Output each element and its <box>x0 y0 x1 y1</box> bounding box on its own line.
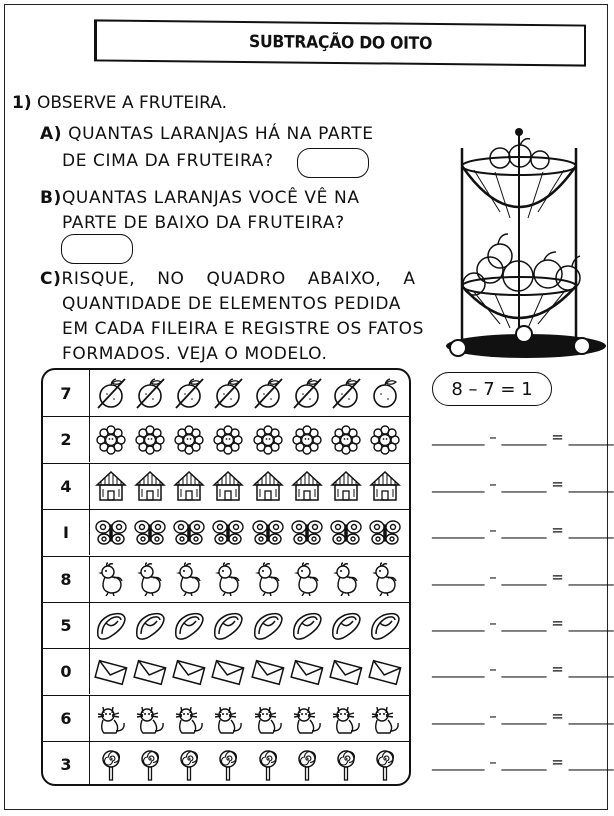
flower-icon[interactable] <box>290 423 324 457</box>
row-count: 2 <box>43 417 90 462</box>
lollipop-icon[interactable] <box>329 748 363 782</box>
hut-icon[interactable] <box>290 469 324 503</box>
cat-icon[interactable] <box>172 701 206 735</box>
cat-icon[interactable] <box>211 701 245 735</box>
table-row <box>43 648 409 694</box>
chick-icon[interactable] <box>329 562 363 596</box>
equation-blank[interactable]: _______ – ______ = ______ <box>432 521 614 540</box>
item-a-line2: DE CIMA DA FRUTEIRA? <box>62 151 274 171</box>
sandal-icon[interactable] <box>172 609 206 643</box>
envelope-icon[interactable] <box>368 655 402 689</box>
sandal-icon[interactable] <box>211 609 245 643</box>
cat-icon[interactable] <box>94 701 128 735</box>
hut-icon[interactable] <box>329 469 363 503</box>
envelope-icon[interactable] <box>251 655 285 689</box>
lollipop-icon[interactable] <box>368 748 402 782</box>
title-banner <box>94 19 586 66</box>
row-count: I <box>43 510 90 555</box>
lollipop-icon[interactable] <box>290 748 324 782</box>
item-c-line1: RISQUE, NO QUADRO ABAIXO, A <box>61 269 416 289</box>
cat-icon[interactable] <box>251 701 285 735</box>
butterfly-icon[interactable] <box>211 516 245 550</box>
sandal-icon[interactable] <box>94 609 128 643</box>
row-count: 6 <box>43 696 90 741</box>
question-1 <box>12 93 227 113</box>
row-icons <box>91 464 405 509</box>
orange-icon[interactable] <box>290 376 324 410</box>
question-number: 1) <box>12 93 32 113</box>
envelope-icon[interactable] <box>211 655 245 689</box>
hut-icon[interactable] <box>94 469 128 503</box>
chick-icon[interactable] <box>368 562 402 596</box>
chick-icon[interactable] <box>251 562 285 596</box>
row-icons <box>91 557 405 602</box>
cat-icon[interactable] <box>290 701 324 735</box>
row-icons <box>91 603 405 648</box>
row-icons <box>91 417 405 462</box>
item-c-line2: QUANTIDADE DE ELEMENTOS PEDIDA <box>62 294 402 314</box>
equation-blank[interactable]: _______ – ______ = ______ <box>432 614 614 632</box>
row-count: 3 <box>43 742 90 786</box>
item-a-label: A) <box>40 124 63 144</box>
flower-icon[interactable] <box>94 423 128 457</box>
item-b-line2: PARTE DE BAIXO DA FRUTEIRA? <box>62 213 345 233</box>
orange-icon[interactable] <box>329 376 363 410</box>
row-count: 0 <box>43 649 90 694</box>
subtraction-table <box>41 368 411 786</box>
envelope-icon[interactable] <box>133 655 167 689</box>
lollipop-icon[interactable] <box>133 748 167 782</box>
envelope-icon[interactable] <box>94 655 128 689</box>
chick-icon[interactable] <box>133 562 167 596</box>
orange-icon[interactable] <box>94 376 128 410</box>
butterfly-icon[interactable] <box>368 516 402 550</box>
sandal-icon[interactable] <box>368 609 402 643</box>
row-count: 5 <box>43 603 90 648</box>
hut-icon[interactable] <box>211 469 245 503</box>
row-icons <box>91 742 405 786</box>
table-row <box>43 556 409 602</box>
row-icons <box>91 696 405 741</box>
flower-icon[interactable] <box>329 423 363 457</box>
orange-icon[interactable] <box>133 376 167 410</box>
flower-icon[interactable] <box>172 423 206 457</box>
hut-icon[interactable] <box>172 469 206 503</box>
item-c-line3: EM CADA FILEIRA E REGISTRE OS FATOS <box>62 319 424 339</box>
cat-icon[interactable] <box>329 701 363 735</box>
item-c-line4: FORMADOS. VEJA O MODELO. <box>62 344 328 364</box>
cat-icon[interactable] <box>368 701 402 735</box>
row-icons <box>91 370 405 416</box>
equation-blank[interactable]: _______ – ______ = ______ <box>432 753 614 772</box>
envelope-icon[interactable] <box>329 655 363 689</box>
item-b-line1: QUANTAS LARANJAS VOCÊ VÊ NA <box>61 188 360 208</box>
table-row <box>43 695 409 741</box>
table-row <box>43 370 409 416</box>
flower-icon[interactable] <box>368 423 402 457</box>
equation-blank[interactable]: _______ – ______ = ______ <box>432 428 614 447</box>
butterfly-icon[interactable] <box>133 516 167 550</box>
equation-blank[interactable]: _______ – ______ = ______ <box>432 706 614 725</box>
chick-icon[interactable] <box>290 562 324 596</box>
sandal-icon[interactable] <box>251 609 285 643</box>
answer-box-a[interactable] <box>297 148 369 178</box>
flower-icon[interactable] <box>211 423 245 457</box>
lollipop-icon[interactable] <box>172 748 206 782</box>
row-count: 8 <box>43 557 90 602</box>
row-icons <box>91 649 405 694</box>
item-b <box>40 186 420 236</box>
table-row <box>43 602 409 648</box>
butterfly-icon[interactable] <box>94 516 128 550</box>
orange-icon[interactable] <box>211 376 245 410</box>
row-count: 7 <box>43 370 90 416</box>
sandal-icon[interactable] <box>290 609 324 643</box>
hut-icon[interactable] <box>133 469 167 503</box>
answer-box-b[interactable] <box>61 234 133 264</box>
chick-icon[interactable] <box>172 562 206 596</box>
equation-blank[interactable]: _______ – ______ = ______ <box>432 567 614 586</box>
sandal-icon[interactable] <box>133 609 167 643</box>
fruit-basket-illustration <box>440 128 606 362</box>
table-row <box>43 416 409 462</box>
sandal-icon[interactable] <box>329 609 363 643</box>
chick-icon[interactable] <box>94 562 128 596</box>
table-row <box>43 463 409 509</box>
lollipop-icon[interactable] <box>211 748 245 782</box>
butterfly-icon[interactable] <box>251 516 285 550</box>
hut-icon[interactable] <box>251 469 285 503</box>
row-icons <box>91 510 405 555</box>
hut-icon[interactable] <box>368 469 402 503</box>
lollipop-icon[interactable] <box>94 748 128 782</box>
envelope-icon[interactable] <box>290 655 324 689</box>
butterfly-icon[interactable] <box>290 516 324 550</box>
table-row <box>43 509 409 555</box>
row-count: 4 <box>43 464 90 509</box>
item-a-line1: QUANTAS LARANJAS HÁ NA PARTE <box>68 124 374 144</box>
chick-icon[interactable] <box>211 562 245 596</box>
orange-icon[interactable] <box>251 376 285 410</box>
envelope-icon[interactable] <box>172 655 206 689</box>
flower-icon[interactable] <box>251 423 285 457</box>
item-c <box>40 267 448 367</box>
table-row <box>43 741 409 786</box>
item-b-label: B) <box>40 188 62 208</box>
lollipop-icon[interactable] <box>251 748 285 782</box>
cat-icon[interactable] <box>133 701 167 735</box>
butterfly-icon[interactable] <box>329 516 363 550</box>
orange-icon[interactable] <box>368 376 402 410</box>
equation-blank[interactable]: _______ – ______ = ______ <box>432 474 614 493</box>
equation-blank[interactable]: _______ – ______ = ______ <box>432 660 614 679</box>
page-title: SUBTRAÇÃO DO OITO <box>248 32 433 54</box>
item-c-label: C) <box>40 269 62 289</box>
orange-icon[interactable] <box>172 376 206 410</box>
model-equation: 8 – 7 = 1 <box>432 372 552 406</box>
question-text: OBSERVE A FRUTEIRA. <box>37 93 228 113</box>
flower-icon[interactable] <box>133 423 167 457</box>
butterfly-icon[interactable] <box>172 516 206 550</box>
